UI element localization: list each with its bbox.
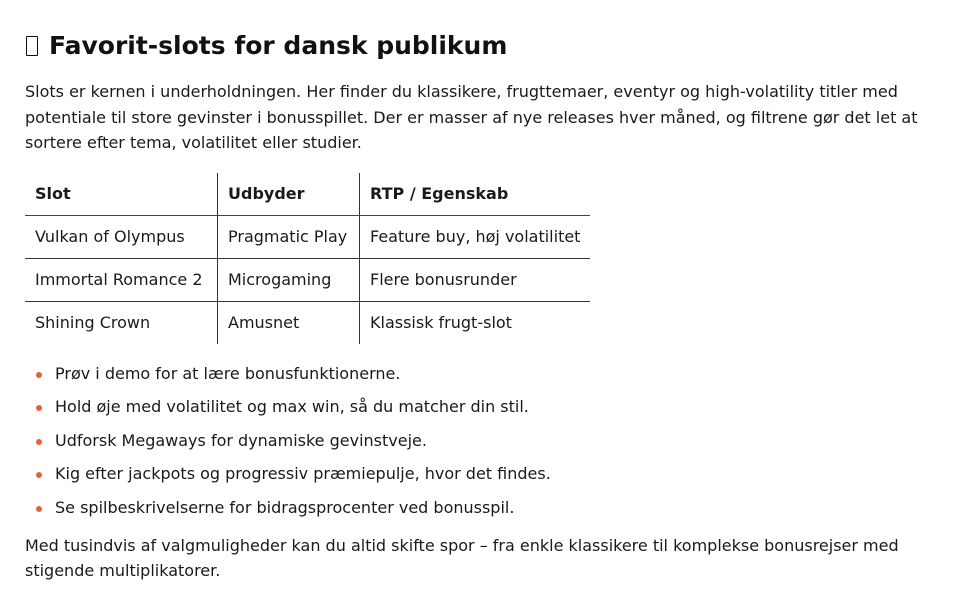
cell-feature: Feature buy, høj volatilitet (360, 215, 591, 258)
column-header-slot: Slot (25, 173, 218, 216)
bullet-dot-icon (36, 472, 42, 478)
outro-paragraph: Med tusindvis af valgmuligheder kan du altid skifte spor – fra enkle klassikere til komplekse bonusrejser med stigende multiplikatorer. (25, 535, 899, 580)
cell-provider: Microgaming (218, 258, 360, 301)
table-row (25, 301, 590, 344)
list-item (25, 397, 935, 417)
bullet-dot-icon (36, 506, 42, 512)
column-header-rtp: RTP / Egenskab (360, 173, 591, 216)
list-item (25, 464, 935, 484)
list-item (25, 498, 935, 518)
cell-slot: Vulkan of Olympus (35, 227, 185, 246)
page-title (25, 0, 935, 61)
page-title-text: Favorit-slots for dansk publikum (49, 31, 508, 60)
list-item-text: Hold øje med volatilitet og max win, så du matcher din stil. (55, 397, 529, 416)
tofu-box-icon (26, 36, 38, 56)
column-header-provider: Udbyder (218, 173, 360, 216)
bullet-dot-icon (36, 372, 42, 378)
cell-slot: Immortal Romance 2 (25, 258, 218, 301)
cell-slot: Shining Crown (25, 301, 218, 344)
cell-provider: Pragmatic Play (218, 215, 360, 258)
bullet-dot-icon (36, 439, 42, 445)
table-row (25, 258, 590, 301)
bullet-dot-icon (36, 405, 42, 411)
cell-feature: Flere bonusrunder (360, 258, 591, 301)
list-item-text: Prøv i demo for at lære bonusfunktionerne. (55, 363, 401, 383)
tips-list (25, 364, 935, 518)
cell-feature: Klassisk frugt-slot (360, 301, 591, 344)
list-item-text: Udforsk Megaways for dynamiske gevinstveje. (55, 430, 427, 450)
list-item (25, 364, 935, 384)
cell-provider: Amusnet (218, 301, 360, 344)
slots-table (25, 173, 590, 344)
intro-paragraph: Slots er kernen i underholdningen. Her finder du klassikere, frugttemaer, eventyr og high-volatility titler med potentiale til store gevinster i bonusspillet. Der er masser af nye releases hver måned, og filtrene gør det let at sortere efter tema, volatilitet eller studier. (25, 82, 918, 152)
table-header-row (25, 173, 590, 216)
list-item-text: Se spilbeskrivelserne for bidragsprocenter ved bonusspil. (55, 497, 515, 517)
list-item-text: Kig efter jackpots og progressiv præmiepulje, hvor det findes. (55, 464, 551, 483)
table-row (25, 215, 590, 258)
list-item (25, 431, 935, 451)
